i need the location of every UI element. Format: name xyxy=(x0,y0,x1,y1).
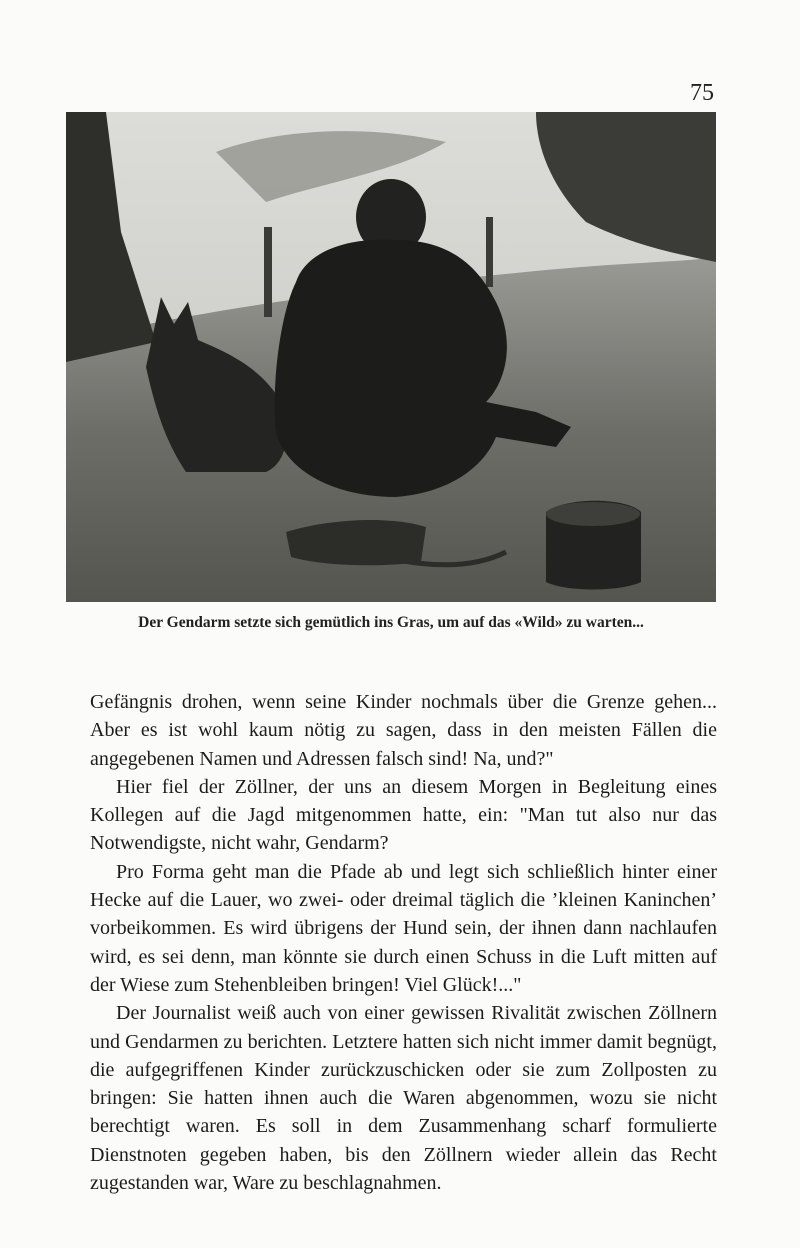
paragraph: Der Journalist weiß auch von einer gewissen Rivalität zwischen Zöllnern und Gendarmen zu berichten. Letztere hatten sich nicht immer damit begnügt, die aufgegriffenen Kinder zurückzuschicken oder sie zum Zollposten zu bringen: Sie hatten ihnen auch die Waren abgenommen, wozu sie nicht berechtigt waren. Es soll in dem Zusammenhang scharf formulierte Dienstnoten gegeben haben, bis den Zöllnern wieder allein das Recht zugestanden war, Ware zu beschlagnahmen. xyxy=(90,1002,717,1195)
paragraph: Hier fiel der Zöllner, der uns an diesem Morgen in Begleitung eines Kollegen auf die Jagd mitgenommen hatte, ein: "Man tut also nur das Notwendigste, nicht wahr, Gendarm? xyxy=(90,775,717,855)
figure-caption: Der Gendarm setzte sich gemütlich ins Gras, um auf das «Wild» zu warten... xyxy=(138,614,644,631)
page-number: 75 xyxy=(690,80,714,106)
body-text xyxy=(90,688,717,1197)
paragraph: Gefängnis drohen, wenn seine Kinder nochmals über die Grenze gehen... Aber es ist wohl kaum nötig zu sagen, dass in den meisten Fällen die angegebenen Namen und Adressen falsch sind! Na, und?" xyxy=(90,691,717,770)
photo-gendarm-with-dog xyxy=(66,112,716,602)
paragraph: Pro Forma geht man die Pfade ab und legt sich schließlich hinter einer Hecke auf die Lauer, wo zwei- oder dreimal täglich die ’kleinen Kaninchen’ vorbeikommen. Es wird übrigens der Hund sein, der ihnen dann nachlaufen wird, es sei denn, man könnte sie durch einen Schuss in die Luft mitten auf der Wiese zum Stehenbleiben bringen! Viel Glück!..." xyxy=(90,860,717,996)
